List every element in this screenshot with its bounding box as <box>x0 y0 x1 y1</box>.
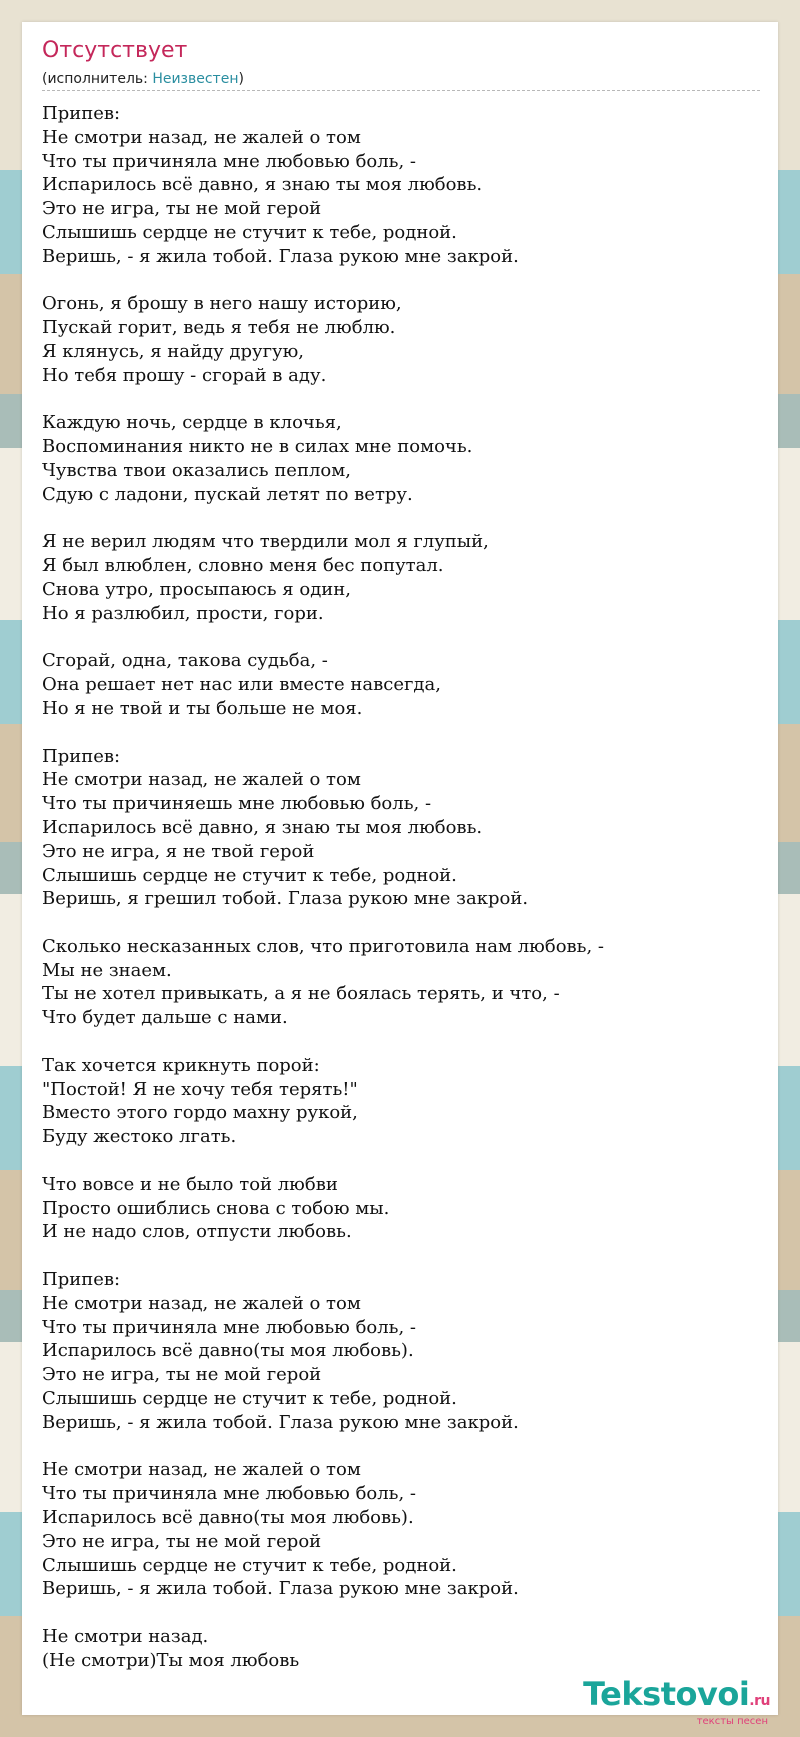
artist-suffix: ) <box>238 71 244 87</box>
logo-name: Tekstovoi <box>583 1675 750 1713</box>
lyrics-card <box>22 22 778 1715</box>
logo-tagline: тексты песен <box>696 1716 768 1727</box>
logo-wordmark <box>583 1677 770 1718</box>
logo-tld: .ru <box>749 1693 770 1709</box>
tekstovoi-logo[interactable] <box>583 1677 770 1727</box>
song-title: Отсутствует <box>42 38 188 63</box>
artist-line <box>42 71 244 87</box>
artist-prefix: (исполнитель: <box>42 71 153 87</box>
lyrics-text: Припев: Не смотри назад, не жалей о том Что ты причиняла мне любовью боль, - Испарилось всё давно, я знаю ты моя любовь. Это не игра, ты не мой герой Слышишь сердце не стучит к тебе, родной. Веришь, - я жила тобой. Глаза рукою мне закрой. Огонь, я брошу в него нашу историю, Пускай горит, ведь я тебя не люблю. Я клянусь, я найду другую, Но тебя прошу - сгорай в аду. Каждую ночь, сердце в клочья, Воспоминания никто не в силах мне помочь. Чувства твои оказались пеплом, Сдую с ладони, пускай летят по ветру. Я не верил людям что твердили мол я глупый, Я был влюблен, словно меня бес попутал. Снова утро, просыпаюсь я один, Но я разлюбил, прости, гори. Сгорай, одна, такова судьба, - Она решает нет нас или вместе навсегда, Но я не твой и ты больше не моя. Припев: Не смотри назад, не жалей о том Что ты причиняешь мне любовью боль, - Испарилось всё давно, я знаю ты моя любовь. Это не игра, я не твой герой Слышишь сердце не стучит к тебе, родной. Веришь, я грешил тобой. Глаза рукою мне закрой. Сколько несказанных слов, что приготовила нам любовь, - Мы не знаем. Ты не хотел привыкать, а я не боялась терять, и что, - Что будет дальше с нами. Так хочется крикнуть порой: "Постой! Я не хочу тебя терять!" Вместо этого гордо махну рукой, Буду жестоко лгать. Что вовсе и не было той любви Просто ошиблись снова с тобою мы. И не надо слов, отпусти любовь. Припев: Не смотри назад, не жалей о том Что ты причиняла мне любовью боль, - Испарилось всё давно(ты моя любовь). Это не игра, ты не мой герой Слышишь сердце не стучит к тебе, родной. Веришь, - я жила тобой. Глаза рукою мне закрой. Не смотри назад, не жалей о том Что ты причиняла мне любовью боль, - Испарилось всё давно(ты моя любовь). Это не игра, ты не мой герой Слышишь сердце не стучит к тебе, родной. Веришь, - я жила тобой. Глаза рукою мне закрой. Не смотри назад. (Не смотри)Ты моя любовь <box>42 103 604 1671</box>
divider <box>42 90 760 91</box>
artist-link[interactable]: Неизвестен <box>152 71 239 87</box>
